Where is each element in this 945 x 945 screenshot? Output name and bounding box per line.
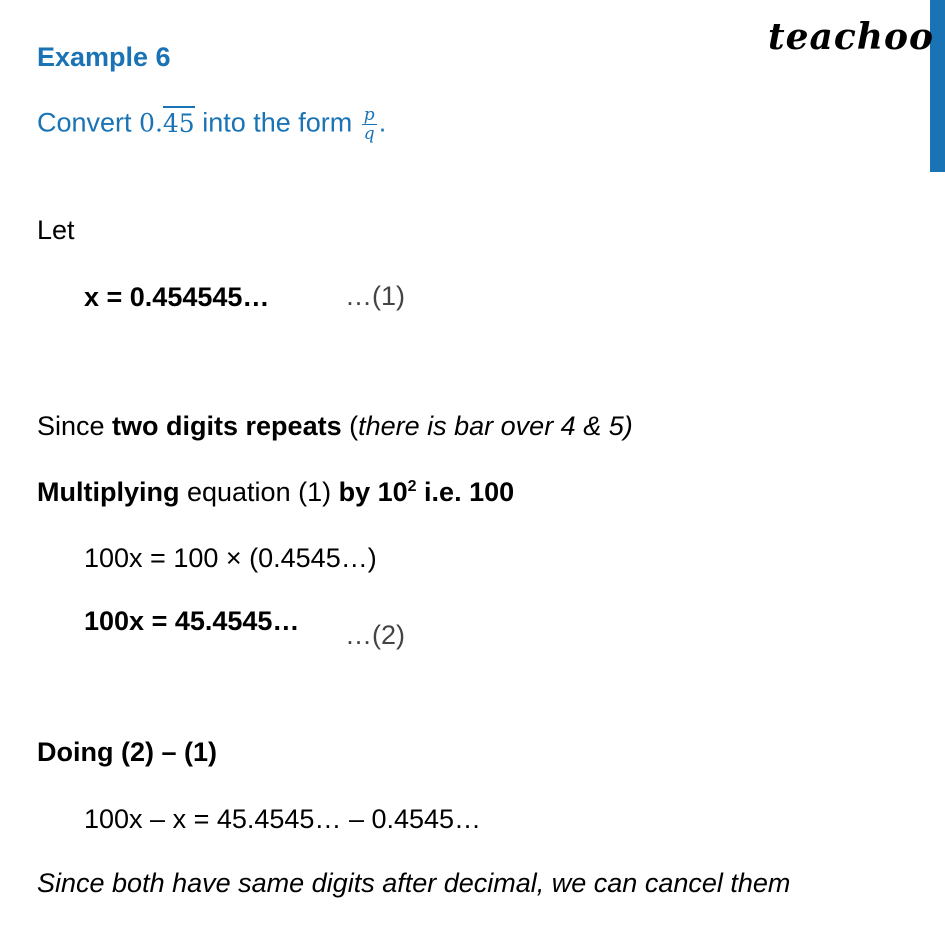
multiplying-line — [37, 476, 514, 508]
since-repeat-line — [37, 410, 633, 442]
since-bold: two digits repeats — [112, 411, 342, 441]
step-1: 100x = 100 × (0.4545…) — [84, 543, 377, 573]
let-text: Let — [37, 215, 75, 245]
fraction-denominator: q — [363, 124, 375, 144]
fraction-numerator: p — [363, 105, 375, 125]
multiplying-by-10: by 10 — [338, 477, 408, 507]
question-number-repeat: 45 — [163, 106, 195, 138]
multiplying-middle: equation (1) — [179, 477, 339, 507]
equation-2: 100x = 45.4545… — [84, 606, 300, 636]
question-suffix: . — [378, 107, 387, 138]
doing-heading: Doing (2) – (1) — [37, 737, 217, 767]
fraction-p-over-q — [362, 106, 377, 143]
question-number-int: 0. — [139, 108, 163, 138]
since-prefix: Since — [37, 411, 113, 441]
question-text — [37, 106, 386, 143]
multiplying-exponent: 2 — [407, 478, 417, 495]
equation-2-tag: …(2) — [345, 620, 405, 650]
cancel-note: Since both have same digits after decimal, we can cancel them — [37, 868, 791, 898]
multiplying-bold: Multiplying — [37, 477, 180, 507]
equation-1: x = 0.454545… — [84, 282, 270, 312]
step-2: 100x – x = 45.4545… – 0.4545… — [84, 804, 482, 834]
since-italic: there is bar over 4 & 5) — [358, 411, 633, 441]
question-middle: into the form — [194, 107, 360, 138]
example-heading: Example 6 — [37, 42, 171, 72]
multiplying-ie-100: i.e. 100 — [416, 477, 515, 507]
teachoo-logo: teachoo — [768, 16, 934, 58]
since-paren: ( — [341, 411, 359, 441]
equation-1-tag: …(1) — [345, 281, 405, 311]
question-prefix: Convert — [37, 107, 140, 138]
